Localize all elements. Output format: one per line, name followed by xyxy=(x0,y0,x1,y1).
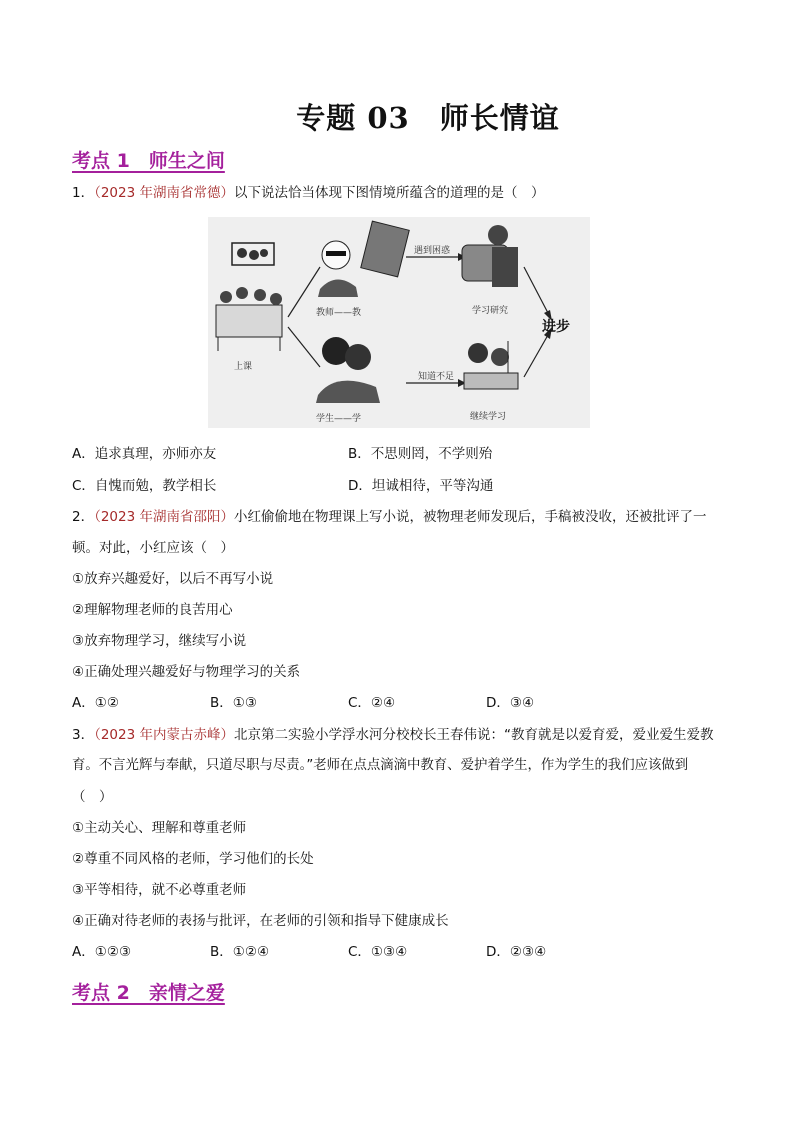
question-3-stem-paren: （ ） xyxy=(72,789,113,805)
question-number: 2． xyxy=(72,509,95,525)
question-3-option-a: A．①②③ xyxy=(72,944,132,960)
research-label: 学习研究 xyxy=(472,306,509,316)
insufficient-label: 知道不足 xyxy=(418,372,455,382)
teacher-illustration xyxy=(316,221,409,318)
question-1-option-a: A．追求真理，亦师亦友 xyxy=(72,446,217,462)
student-label: 学生——学 xyxy=(316,414,362,424)
question-source: （2023 年湖南省常德） xyxy=(94,185,234,201)
question-2-item: ③放弃物理学习，继续写小说 xyxy=(72,633,247,649)
question-2-option-c: C．②④ xyxy=(348,695,396,711)
question-1-option-c: C．自愧而勉，教学相长 xyxy=(72,478,217,494)
question-3-option-b: B．①②④ xyxy=(210,944,270,960)
question-3-item: ③平等相待，就不必尊重老师 xyxy=(72,882,247,898)
class-label: 上课 xyxy=(234,362,253,372)
question-2-option-b: B．①③ xyxy=(210,695,257,711)
question-number: 1． xyxy=(72,185,95,201)
question-source: （2023 年内蒙古赤峰） xyxy=(94,727,234,743)
section-heading-1: 考点 1 师生之间 xyxy=(72,150,225,172)
question-1-option-b: B．不思则罔，不学则殆 xyxy=(348,446,493,462)
question-number: 3． xyxy=(72,727,95,743)
question-text: 以下说法恰当体现下图情境所蕴含的道理的是（ ） xyxy=(234,185,545,201)
student-illustration xyxy=(316,337,380,424)
question-text: 小红偷偷地在物理课上写小说，被物理老师发现后，手稿被没收，还被批评了一 xyxy=(234,509,707,525)
question-text: 北京第二实验小学浮水河分校校长王春伟说：“教育就是以爱育爱，爱业爱生爱教 xyxy=(234,727,714,743)
question-2-stem-cont: 顿。对此，小红应该（ ） xyxy=(72,540,234,556)
continue-study-illustration xyxy=(464,341,518,422)
progress-label: 进步 xyxy=(542,319,570,335)
question-1-stem xyxy=(72,182,722,205)
question-3-stem xyxy=(72,725,714,745)
section-heading-2: 考点 2 亲情之爱 xyxy=(72,982,225,1004)
research-illustration xyxy=(462,225,518,316)
question-3-option-c: C．①③④ xyxy=(348,944,408,960)
question-1-figure xyxy=(208,217,590,428)
question-3-item: ④正确对待老师的表扬与批评，在老师的引领和指导下健康成长 xyxy=(72,913,449,929)
question-3-item: ①主动关心、理解和尊重老师 xyxy=(72,820,247,836)
classroom-illustration xyxy=(216,243,282,372)
question-2-item: ②理解物理老师的良苦用心 xyxy=(72,602,233,618)
question-3-stem-cont: 育。不言光辉与奉献，只道尽职与尽责。”老师在点点滴滴中教育、爱护着学生，作为学生的我们应该做到 xyxy=(72,758,689,773)
question-3-option-d: D．②③④ xyxy=(486,944,547,960)
question-3-item: ②尊重不同风格的老师，学习他们的长处 xyxy=(72,851,314,867)
question-2-item: ④正确处理兴趣爱好与物理学习的关系 xyxy=(72,664,301,680)
question-1-option-d: D．坦诚相待，平等沟通 xyxy=(348,478,494,494)
teacher-label: 教师——教 xyxy=(316,308,362,318)
question-2-stem xyxy=(72,507,707,527)
continue-label: 继续学习 xyxy=(470,412,507,422)
question-2-option-d: D．③④ xyxy=(486,695,535,711)
page-title: 专题 03 师长情谊 xyxy=(296,101,560,135)
question-2-item: ①放弃兴趣爱好，以后不再写小说 xyxy=(72,571,274,587)
question-source: （2023 年湖南省邵阳） xyxy=(94,509,234,525)
question-2-option-a: A．①② xyxy=(72,695,119,711)
problem-label: 遇到困惑 xyxy=(414,246,451,256)
